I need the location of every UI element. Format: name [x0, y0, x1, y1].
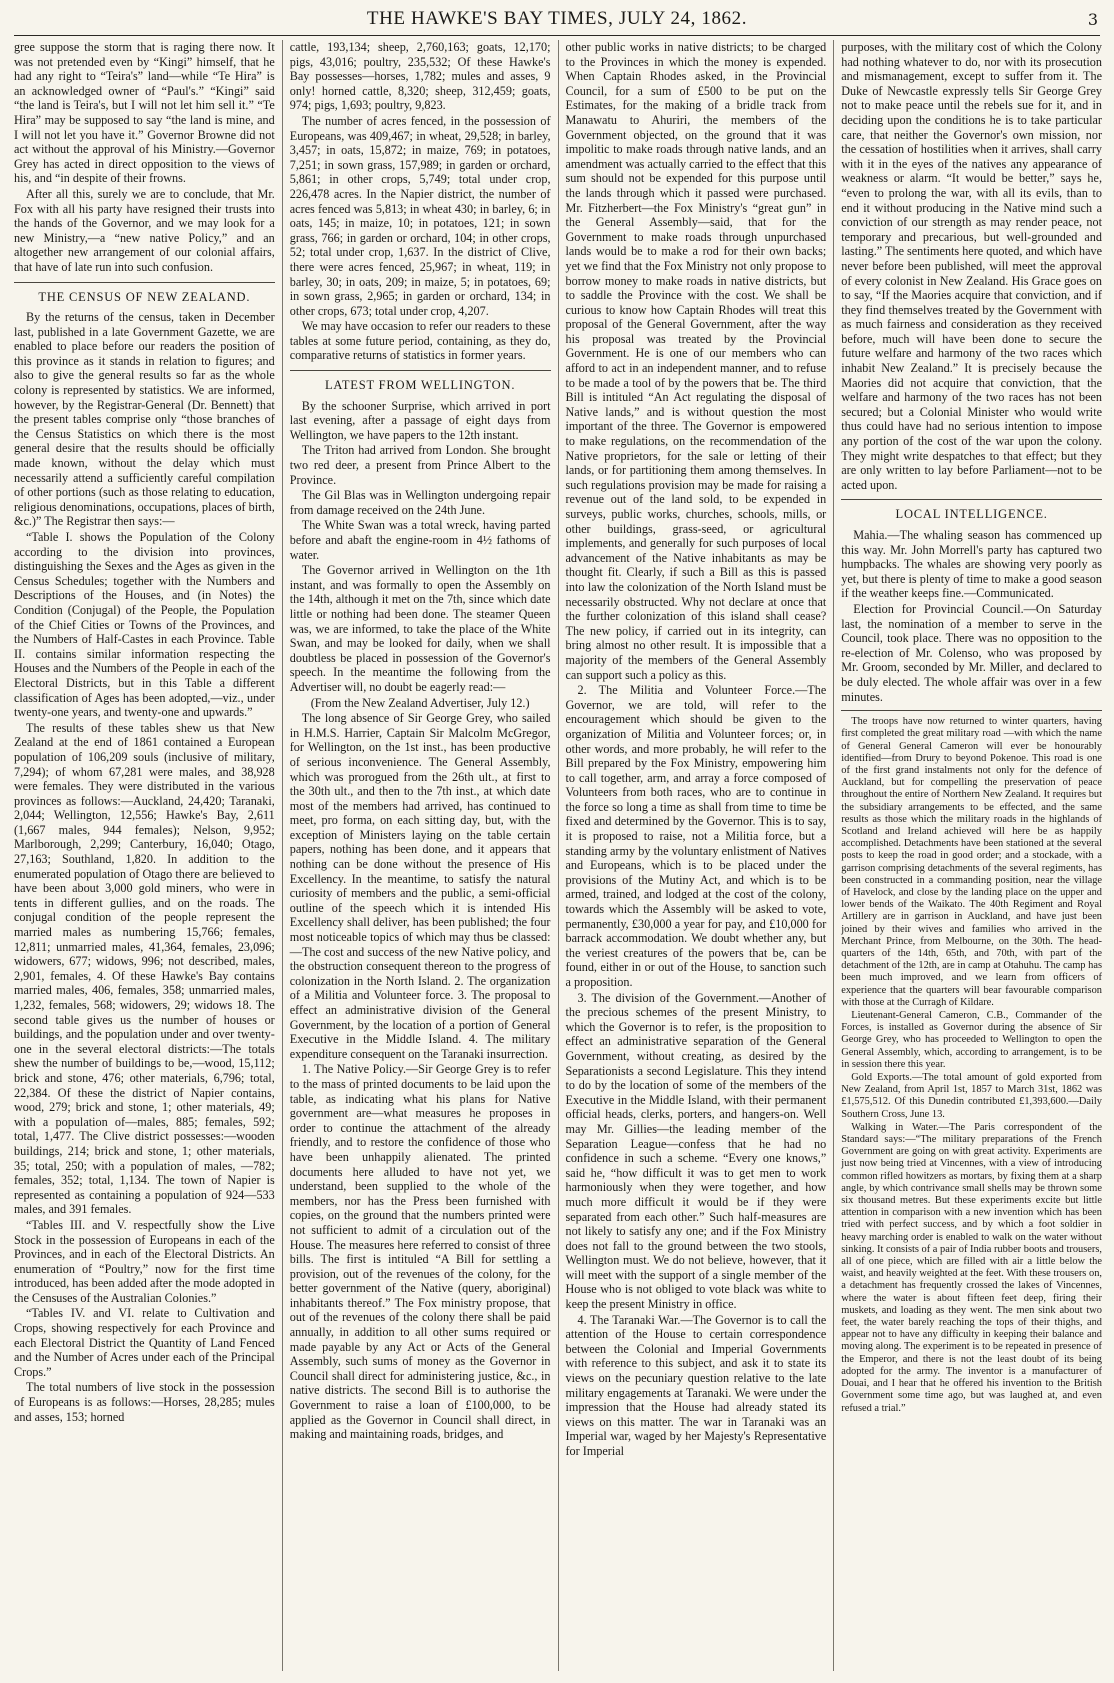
column-2: [283, 40, 559, 1671]
paragraph: The Gil Blas was in Wellington undergoing repair from damage received on the 24th June.: [289, 488, 551, 517]
paragraph: Gold Exports.—The total amount of gold exported from New Zealand, from April 1st, 1857 to March 31st, 1862 was £1,575,512. Of this Dunedin contributed £1,393,600.—Daily Southern Cross, June 13.: [841, 1072, 1102, 1120]
column-4: [834, 40, 1102, 1671]
paragraph: purposes, with the military cost of which the Colony had nothing whatever to do, nor with its prosecution and mismanagement, except to suffer from it. The Duke of Newcastle expressly tells Sir George Grey not to make peace until the rebels sue for it, and in deciding upon the conditions he is to take particular care, that neither the Governor's own mission, nor the cessation of hostilities when it arrives, shall carry with it in the eyes of the natives any appearance of weakness or alarm. “It would be better,” says he, “even to prolong the war, with all its evils, than to end it without producing in the Native mind such a conviction of our strength as may render peace, not temporary and precarious, but well-grounded and lasting.” The sentiments here quoted, and which have never before been published, will meet the approval of every colonist in New Zealand. His Grace goes on to say, “If the Maories acquire that conviction, and if they find themselves treated by the Government with as much fairness and consideration as they received before, much will have been done to secure the future welfare and harmony of the two races which inhabit New Zealand.” It is precisely because the Maories did not acquire that conviction, that the welfare and harmony of the two races has not been secured; but a Colonial Minister who would write thus could have had no serious intention to impose any portion of the cost of the war upon the colony. They might write despatches to that effect; but they are only written to lay before Parliament—not to be acted upon.: [841, 40, 1102, 492]
paragraph: The total numbers of live stock in the possession of Europeans is as follows:—Horses, 28,285; mules and asses, 153; horned: [14, 1380, 275, 1424]
wellington-heading: LATEST FROM WELLINGTON.: [290, 370, 551, 393]
local-intelligence-heading: LOCAL INTELLIGENCE.: [841, 499, 1102, 522]
census-heading: THE CENSUS OF NEW ZEALAND.: [14, 282, 275, 305]
paragraph: gree suppose the storm that is raging there now. It was not pretended even by “Kingi” himself, that he had any right to “Teira's” land—while “Te Hira” is an acknowledged owner of “Paul's.” “Kingi” said “the land is Teira's, but I will not let him sell it.” “Te Hira” may be supposed to say “the land is mine, and I will not let you have it.” Governor Browne did not act without the approval of his Ministry.—Governor Grey has acted in direct opposition to the views of his, and “in despite of their frowns.: [14, 40, 275, 186]
paragraph: The White Swan was a total wreck, having parted before and abaft the engine-room in 4½ fathoms of water.: [289, 518, 551, 562]
paragraph: The number of acres fenced, in the possession of Europeans, was 409,467; in wheat, 29,528; in barley, 3,457; in oats, 15,872; in maize, 769; in potatoes, 7,251; in sown grass, 157,989; in garden or orchard, 5,861; in other crops, 5,749; total under crop, 226,478 acres. In the Napier district, the number of acres fenced was 5,813; in wheat 430; in barley, 6; in oats, 145; in maize, 10; in potatoes, 121; in sown grass, 766; in garden or orchard, 104; in other crops, 52; total under crop, 1,637. In the district of Clive, there were acres fenced, 25,967; in wheat, 119; in barley, 30; in oats, 209; in maize, 5; in potatoes, 69; in sown grass, 2,965; in garden or orchard, 134; in other crops, 673; total under crop, 4,207.: [289, 113, 551, 318]
paragraph: “Tables IV. and VI. relate to Cultivation and Crops, showing respectively for each Province and each Electoral District the Quantity of Land Fenced and the Number of Acres under each of the Principal Crops.”: [14, 1306, 275, 1379]
paragraph: Lieutenant-General Cameron, C.B., Commander of the Forces, is installed as Governor during the absence of Sir George Grey, who has proceeded to Wellington to open the General Assembly, which, according to arrangement, is to be in session there this year.: [841, 1010, 1102, 1070]
source-attribution: (From the New Zealand Advertiser, July 12.): [310, 695, 530, 710]
paragraph: Election for Provincial Council.—On Saturday last, the nomination of a member to serve in the Council, took place. There was no opposition to the re-election of Mr. Colenso, who was proposed by Mr. Groom, seconded by Mr. Miller, and declared to be duly elected. The whole affair was over in a few minutes.: [841, 601, 1102, 704]
column-3: [559, 40, 835, 1671]
masthead: [14, 6, 1100, 36]
paragraph: “Tables III. and V. respectfully show the Live Stock in the possession of Europeans in each of the Provinces, and in each of the Electoral Districts. An enumeration of “Poultry,” now for the first time introduced, has been added after the mode adopted in the Censuses of the Australian Colonies.”: [14, 1217, 275, 1305]
paragraph: By the schooner Surprise, which arrived in port last evening, after a passage of eight days from Wellington, we have papers to the 12th instant.: [289, 398, 551, 442]
page-number: 3: [1087, 10, 1098, 29]
paragraph: Walking in Water.—The Paris correspondent of the Standard says:—“The military preparations of the French Government are going on with great activity. Experiments are just now being tried at Vincennes, with a view of introducing common rifled howitzers as mortars, by fixing them at a sharp angle, by which contrivance small shells may be thrown some six thousand metres. But these experiments excite but little attention in comparison with a new invention which has been tried with perfect success, and by which a foot soldier in heavy marching order is enabled to walk on the water without sinking. It consists of a pair of India rubber boots and trousers, all of one piece, which are filled with air a little below the waist, and heavily weighted at the feet. With these trousers on, a detachment has frequently crossed the lakes of Vincennes, where the water is about fifteen feet deep, firing their muskets, and loading as they went. The men sink about two feet, the water barely reaching the tops of their thighs, and appear not to have any difficulty in keeping their balance and moving along. The experiment is to be repeated in presence of the Emperor, and there is not the least doubt of its being adopted for the army. The inventor is a manufacturer of Douai, and I hear that he offered his invention to the British Government some time ago, but was laughed at, and even refused a trial.”: [841, 1121, 1102, 1414]
paragraph: The Triton had arrived from London. She brought two red deer, a present from Prince Albert to the Province.: [289, 443, 551, 487]
small-print-section: [841, 716, 1102, 1415]
column-1: [14, 40, 283, 1671]
paragraph: The long absence of Sir George Grey, who sailed in H.M.S. Harrier, Captain Sir Malcolm McGregor, for Wellington, on the 1st inst., has been productive of serious inconvenience. The General Assembly, which was prorogued from the 26th ult., at first to the 30th ult., and then to the 7th inst., at which date most of the members had arrived, has continued to meet, pro forma, on each sitting day, but, with the exception of Ministers laying on the table certain papers, nothing has been done, and it appears that nothing can be done without the presence of His Excellency. In the meantime, to satisfy the natural curiosity of members and the public, a semi-official outline of the speech which it is intended His Excellency shall deliver, has been published; the four most noticeable topics of which may thus be classed:—The cost and success of the new Native policy, and the obstruction consequent thereon to the progress of colonization in the North Island. 2. The organization of a Militia and Volunteer force. 3. The proposal to effect an administrative division of the General Government, by the location of a portion of General Executive in the Middle Island. 4. The military expenditure consequent on the Taranaki insurrection.: [289, 711, 551, 1061]
paragraph: 1. The Native Policy.—Sir George Grey is to refer to the mass of printed documents to be laid upon the table, as indicating what his plans for Native government are—what measures he proposes in order to continue the attachment of the already friendly, and to restore the confidence of those who have been unhappily alienated. The printed documents here alluded to have not yet, we understand, been supplied to the whole of the members, nor has the Press been furnished with copies, on the ground that the numbers printed were not sufficient to admit of a circulation out of the House. The measures here referred to consist of three bills. The first is intituled “A Bill for settling a provision, out of the revenues of the colony, for the better government of the Native (query, aboriginal) inhabitants thereof.” The Fox ministry propose, that out of the revenues of the colony there shall be paid annually, in addition to all other sums required or made payable by any Act or Acts of the General Assembly, such sums of money as the Governor in Council shall direct for administering justice, &c., in native districts. The second Bill is to authorise the Government to raise a loan of £100,000, to be applied as the Governor in Council shall direct, in making and maintaining roads, bridges, and: [289, 1062, 551, 1442]
article-columns: [14, 40, 1102, 1671]
paragraph: After all this, surely we are to conclude, that Mr. Fox with all his party have resigned their trusts into the hands of the Governor, and we may look for a new Ministry,—a “new native Policy,” and an altogether new arrangement of our colonial affairs, that have of late run into such confusion.: [14, 186, 275, 274]
paragraph: 4. The Taranaki War.—The Governor is to call the attention of the House to certain correspondence between the Colonial and Imperial Governments with reference to this subject, and ask it to state its views on the pecuniary question relative to the late military engagements at Taranaki. We were under the impression that the House had already stated its views on this matter. The war in Taranaki was an Imperial war, waged by her Majesty's Representative for Imperial: [565, 1312, 827, 1458]
paragraph: By the returns of the census, taken in December last, published in a late Government Gazette, we are enabled to place before our readers the position of this province as it stands in relation to figures; and also to give the general results so far as the whole colony is represented by statistics. We are informed, however, by the Registrar-General (Dr. Bennett) that the present tables comprise only “those branches of the Census Statistics on which there is the most general desire that the results should be officially made known, without the delay which must necessarily attend a sufficiently careful compilation of other portions (such as those relating to education, religious denominations, occupations, places of birth, &c.)” The Registrar then says:—: [14, 310, 275, 529]
paragraph: The troops have now returned to winter quarters, having first completed the great military road —with which the name of General General Cameron will ever be honourably identified—from Drury to beyond Pokenoe. This road is one of the first grand instalments not only for the defence of Auckland, but for compelling the preservation of peace throughout the entire of Northern New Zealand. It requires but the subsidiary arrangements to be effected, and the same results as those which the military roads in the highlands of Scotland and Ireland achieved will here be as happily accomplished. Detachments have been stationed at the several posts to keep the road in good order; and a stockade, with a garrison comprising detachments of the several regiments, has been constructed in a commanding position, near the village of Havelock, and close by the landing place on the upper and lower bends of the Waikato. The 40th Regiment and Royal Artillery are in garrison in Auckland, and have just been joined by their wives and families who arrived in the Merchant Prince, from Melbourne, on the 30th. The head-quarters of the 14th, 65th, and 70th, with part of the detachment of the 12th, are in camp at Otahuhu. The camp has been much improved, and we learn from officers of experience that the quarters will bear favourable comparison with those at the Curragh of Kildare.: [841, 716, 1102, 1008]
paragraph: We may have occasion to refer our readers to these tables at some future period, containing, as they do, comparative returns of statistics in former years.: [289, 319, 551, 363]
paragraph: “Table I. shows the Population of the Colony according to the division into provinces, distinguishing the Sexes and the Ages as given in the Census Schedules; together with the Numbers and Descriptions of the Houses, and (in Notes) the Condition (Conjugal) of the People, the Population of the Chief Cities or Towns of the Provinces, and the Numbers of Half-Castes in each Province. Table II. contains similar information respecting the Houses and the Numbers of the People in each of the Electoral Districts, but in this Table a different classification of Ages has been adopted,—viz., under twenty-one years, and twenty-one and upwards.”: [14, 530, 275, 720]
paragraph: Mahia.—The whaling season has commenced up this way. Mr. John Morrell's party has captured two humpbacks. The whales are showing very poorly as yet, but there is plenty of time to make a good season if the weather keeps fine.—Communicated.: [841, 528, 1102, 601]
paragraph: 3. The division of the Government.—Another of the precious schemes of the present Ministry, to which the Governor is to refer, is the proposition to effect an administrative separation of the General Government, without creating, as desired by the Separationists a second Legislature. This they intend to do by the location of some of the members of the Executive in the Middle Island, with their permanent official heads, clerks, porters, and hangers-on. Well may Mr. Gillies—the leading member of the Separation League—confess that he had no confidence in such a scheme. “Every one knows,” said he, “how difficult it was to get men to work harmoniously when they were together, and how much more difficult it would be if they were separated from each other.” Such half-measures are not likely to satisfy any one; and if the Fox Ministry does not fall to the ground between the two stools, Wellington must. We do not believe, however, that it will meet with the support of a single member of the House who is not obliged to vote black was white to keep the present Ministry in office.: [565, 990, 827, 1312]
newspaper-title: THE HAWKE'S BAY TIMES, JULY 24, 1862.: [366, 8, 748, 29]
paragraph: other public works in native districts; to be charged to the Provinces in which the money is expended. When Captain Rhodes asked, in the Provincial Council, for a sum of £500 to be put on the Estimates, for the making of a bridle track from Manawatu to Ahuriri, the members of the Government objected, on the ground that it was impolitic to make roads through native lands, and an amendment was actually carried to the effect that this sum should not be expended for this purpose until the lands through which it passed were purchased. Mr. Fitzherbert—the Fox Ministry's “great gun” in the General Assembly—said, that for the Government to make roads through unpurchased lands would be to make a rod for their own backs; yet we find that the Fox Ministry not only propose to borrow money to make roads in native districts, but to saddle the Province with the cost. We shall be curious to know how Captain Rhodes will treat this proposal of the General Government, after the way his proposal was treated by the Provincial Government. He is one of our members who can afford to act in an independent manner, and to refuse to be made a tool of by the powers that be. The third Bill is intituled “An Act regulating the disposal of Native lands,” and is without question the most important of the three. The Governor is empowered to make regulations, on the recommendation of the Native proprietors, for the sale or letting of their lands, or for partitioning them among themselves. In such regulations provision may be made for raising a revenue out of the land sold, to be expended in surveys, public works, churches, schools, mills, or other buildings, grass-seed, or agricultural implements, and generally for such purposes of local advancement of the Native inhabitants as may be thought fit. Clearly, if such a Bill as this is passed into law the colonization of the North Island must be necessarily obstructed. Why not declare at once that the further colonization of this island shall cease? The new policy, if carried out in its integrity, can bring almost no other result. It is impossible that a majority of the members of the General Assembly can support such a policy as this.: [565, 40, 827, 682]
paragraph: 2. The Militia and Volunteer Force.—The Governor, we are told, will refer to the encouragement which should be given to the organization of Militia and Volunteer forces; or, in other words, and more probably, he will refer to the Bill prepared by the Fox Ministry, empowering him to call together, arm, and array a force composed of Volunteers from both races, who are to continue in the force so long a time as shall from time to time be fixed and determined by the Governor. This is to say, it is proposed to raise, not a Militia force, but a standing army by the voluntary enlistment of Natives and Europeans, which is to be placed under the provisions of the Mutiny Act, and which is to be armed, trained, and lodged at the cost of the colony, towards which the Assembly will be asked to vote, permanently, £30,000 a year for pay, and £10,000 for barrack accommodation. We doubt whether any, but the veriest creatures of the powers that be, can be found, either in or out of the House, to sanction such a proposition.: [565, 683, 827, 989]
paragraph: cattle, 193,134; sheep, 2,760,163; goats, 12,170; pigs, 43,016; poultry, 235,532; Of these Hawke's Bay possesses—horses, 1,782; mules and asses, 9 only! horned cattle, 8,320; sheep, 312,459; goats, 974; pigs, 1,693; poultry, 9,823.: [289, 40, 551, 113]
divider: [841, 710, 1102, 711]
paragraph: The Governor arrived in Wellington on the 1th instant, and was formally to open the Assembly on the 14th, although it met on the 7th, since which date little or nothing had been done. The steamer Queen was, we are informed, to take the place of the White Swan, and may be looked for daily, when we shall doubtless be placed in possession of the Governor's speech. In the meantime the following from the Advertiser will, no doubt be eagerly read:—: [289, 563, 551, 694]
paragraph: The results of these tables shew us that New Zealand at the end of 1861 contained a European population of 106,209 souls (inclusive of military, 7,294); of whom 67,281 were males, and 38,928 were females. They were distributed in the various provinces as follows:—Auckland, 24,420; Taranaki, 2,044; Wellington, 12,556; Hawke's Bay, 2,611 (1,667 males, 944 females); Nelson, 9,952; Marlborough, 2,299; Canterbury, 16,040; Otago, 27,163; Southland, 1,820. In addition to the enumerated population of Otago there are believed to have been about 3,000 gold miners, who were in tents in different gullies, and on the roads. The conjugal condition of the people represent the married males as numbering 15,766; females, 12,811; unmarried males, 41,364, females, 23,096; widowers, 677; widows, 996; not described, males, 2,901, females, 4. Of these Hawke's Bay contains married males, 406, females, 358; unmarried males, 1,232, females, 568; widowers, 29; widows 18. The second table gives us the number of houses or buildings, and the population under and over twenty-one in the several electoral districts:—The totals shew the number of buildings to be,—wood, 15,112; brick and stone, 476; other materials, 6,796; total, 22,384. Of these the district of Napier contains, wood, 279; brick and stone, 1; other materials, 49; with a population of—males, 885; females, 592; total, 1,477. The Clive district possesses:—wooden buildings, 214; brick and stone, 1; other materials, 35; total, 250; with a population of males, —782; females, 352; total, 1,134. The town of Napier is represented as containing a population of 924—533 males, and 391 females.: [14, 720, 275, 1217]
